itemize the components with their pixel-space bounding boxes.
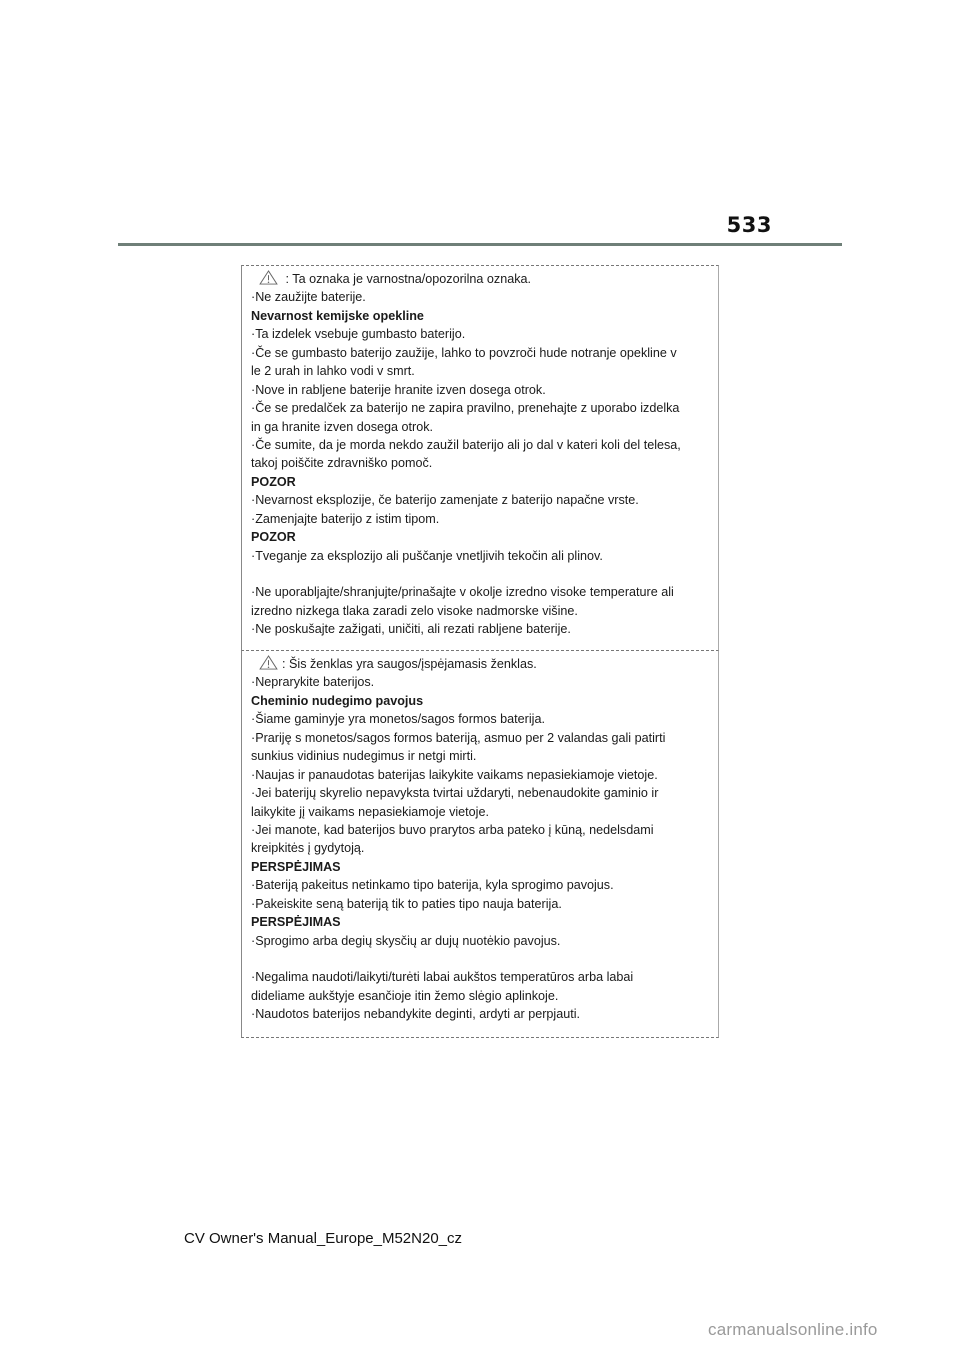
line-text: ·Ne zaužijte baterije.: [251, 290, 366, 305]
notice-line: [251, 418, 712, 436]
notice-line: [251, 839, 712, 857]
section-heading: [251, 528, 712, 546]
notice-line: [251, 747, 712, 765]
line-text: ·Jei manote, kad baterijos buvo prarytos arba pateko į kūną, nedelsdami: [251, 822, 654, 837]
notice-line: [251, 510, 712, 528]
notice-line: [251, 270, 712, 288]
notice-lines-slovenian: [251, 270, 712, 639]
notice-line: [251, 547, 712, 565]
section-heading: [251, 913, 712, 931]
line-text: POZOR: [251, 530, 296, 545]
warning-triangle-icon: [259, 655, 278, 670]
page-number: 533: [726, 213, 772, 237]
line-text: ·Tveganje za eksplozijo ali puščanje vnetljivih tekočin ali plinov.: [251, 548, 603, 563]
line-text: ·Prariję s monetos/sagos formos bateriją, asmuo per 2 valandas gali patirti: [251, 730, 666, 745]
line-text: ·Šiame gaminyje yra monetos/sagos formos baterija.: [251, 712, 545, 727]
notice-box-lithuanian: [241, 650, 719, 1038]
line-text: ·Naudotos baterijos nebandykite deginti, ardyti ar perpjauti.: [251, 1007, 581, 1022]
notice-line: [251, 895, 712, 913]
notice-line: [251, 288, 712, 306]
line-text: PERSPĖJIMAS: [251, 859, 341, 874]
notice-line: [251, 325, 712, 343]
line-text: ·Naujas ir panaudotas baterijas laikykite vaikams nepasiekiamoje vietoje.: [251, 767, 658, 782]
notice-line: [251, 583, 712, 601]
notice-box-slovenian: [241, 265, 719, 650]
line-text: ·Bateriją pakeitus netinkamo tipo baterija, kyla sprogimo pavojus.: [251, 878, 614, 893]
line-text: sunkius vidinius nudegimus ir netgi mirti.: [251, 749, 477, 764]
line-text: dideliame aukštyje esančioje itin žemo slėgio aplinkoje.: [251, 988, 559, 1003]
watermark: carmanualsonline.info: [708, 1320, 878, 1339]
notice-line: [251, 710, 712, 728]
notice-line: [251, 454, 712, 472]
line-text: ·Neprarykite baterijos.: [251, 675, 375, 690]
line-text: ·Pakeiskite seną bateriją tik to paties tipo nauja baterija.: [251, 896, 562, 911]
section-heading: [251, 473, 712, 491]
notice-line: [251, 362, 712, 380]
notice-line: [251, 766, 712, 784]
notice-line: [251, 602, 712, 620]
section-heading: [251, 858, 712, 876]
line-text: ·Sprogimo arba degių skysčių ar dujų nuotėkio pavojus.: [251, 933, 561, 948]
line-text: Nevarnost kemijske opekline: [251, 308, 424, 323]
section-heading: [251, 692, 712, 710]
notice-line: [251, 655, 712, 673]
line-text: ·Negalima naudoti/laikyti/turėti labai aukštos temperatūros arba labai: [251, 970, 634, 985]
line-text: Cheminio nudegimo pavojus: [251, 693, 424, 708]
notice-line: [251, 784, 712, 802]
line-text: ·Nevarnost eksplozije, če baterijo zamenjate z baterijo napačne vrste.: [251, 493, 639, 508]
notice-line: [251, 620, 712, 638]
notice-line: [251, 950, 712, 968]
warning-triangle-icon: [259, 270, 278, 285]
notice-line: [251, 729, 712, 747]
line-text: ·Ta izdelek vsebuje gumbasto baterijo.: [251, 327, 466, 342]
line-text: le 2 urah in lahko vodi v smrt.: [251, 364, 415, 379]
section-heading: [251, 307, 712, 325]
line-text: ·Ne uporabljajte/shranjujte/prinašajte v okolje izredno visoke temperature ali: [251, 585, 674, 600]
line-text: laikykite jį vaikams nepasiekiamoje vietoje.: [251, 804, 489, 819]
line-text: ·Nove in rabljene baterije hranite izven dosega otrok.: [251, 382, 546, 397]
notice-line: [251, 673, 712, 691]
notice-line: [251, 565, 712, 583]
line-text: takoj poiščite zdravniško pomoč.: [251, 456, 433, 471]
line-text: ·Če se gumbasto baterijo zaužije, lahko to povzroči hude notranje opekline v: [251, 345, 677, 360]
footer-manual-title: CV Owner's Manual_Europe_M52N20_cz: [184, 1230, 463, 1247]
notice-lines-lithuanian: [251, 655, 712, 1024]
notice-line: [251, 491, 712, 509]
line-text: ·Zamenjajte baterijo z istim tipom.: [251, 511, 440, 526]
notice-line: [251, 344, 712, 362]
notice-line: [251, 381, 712, 399]
notice-line: [251, 932, 712, 950]
line-text: ·Ne poskušajte zažigati, uničiti, ali rezati rabljene baterije.: [251, 622, 571, 637]
notice-line: [251, 821, 712, 839]
notice-line: [251, 1005, 712, 1023]
notice-line: [251, 987, 712, 1005]
line-text: izredno nizkega tlaka zaradi zelo visoke nadmorske višine.: [251, 603, 578, 618]
line-text: in ga hranite izven dosega otrok.: [251, 419, 434, 434]
line-text: PERSPĖJIMAS: [251, 915, 341, 930]
line-text: kreipkitės į gydytoją.: [251, 841, 365, 856]
line-text: ·Če sumite, da je morda nekdo zaužil baterijo ali jo dal v kateri koli del telesa,: [251, 437, 681, 452]
notice-line: [251, 803, 712, 821]
notice-line: [251, 399, 712, 417]
notice-line: [251, 876, 712, 894]
notice-line: [251, 436, 712, 454]
line-text: POZOR: [251, 474, 296, 489]
line-text: ·Jei baterijų skyrelio nepavyksta tvirtai uždaryti, nebenaudokite gaminio ir: [251, 786, 659, 801]
line-text: ·Če se predalček za baterijo ne zapira pravilno, prenehajte z uporabo izdelka: [251, 401, 680, 416]
header-rule: [118, 243, 842, 246]
line-text: : Ta oznaka je varnostna/opozorilna oznaka.: [282, 272, 532, 286]
notice-line: [251, 968, 712, 986]
line-text: : Šis ženklas yra saugos/įspėjamasis ženklas.: [282, 657, 537, 671]
